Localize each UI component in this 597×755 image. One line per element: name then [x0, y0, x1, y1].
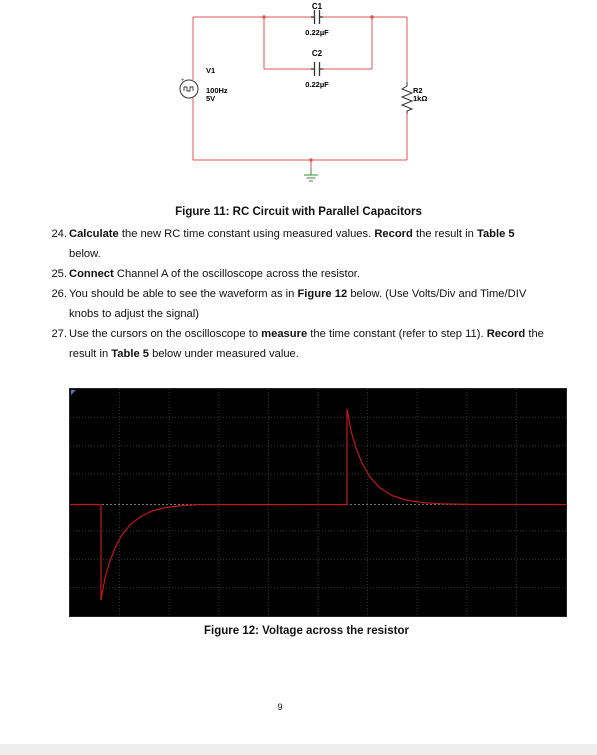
step-number: 27.: [51, 328, 67, 340]
step-text: Calculate the new RC time constant using measured values. Record the result in Table 5 below.: [69, 228, 515, 260]
figure-12-caption: Figure 12: Voltage across the resistor: [204, 625, 409, 637]
rc-circuit-schematic: [0, 0, 597, 190]
step-26: [0, 284, 597, 324]
ground-symbol: [304, 168, 318, 181]
step-number: 26.: [51, 288, 67, 300]
r2-value: 1kΩ: [413, 94, 428, 103]
step-27: [0, 324, 597, 364]
capacitor-c2-symbol: [311, 62, 323, 76]
capacitor-c1-symbol: [311, 10, 323, 24]
step-number: 25.: [51, 268, 67, 280]
step-25: [0, 264, 597, 284]
c2-value: 0.22µF: [305, 80, 329, 89]
step-text: Connect Channel A of the oscilloscope across the resistor.: [69, 268, 361, 280]
c1-value: 0.22µF: [305, 28, 329, 37]
step-number: 24.: [51, 228, 67, 240]
v1-frequency: 100Hz: [206, 86, 228, 95]
page-bottom-bar: [0, 744, 597, 755]
resistor-r2-symbol: [402, 82, 412, 114]
c1-label: C1: [311, 2, 323, 11]
r2-label: R2: [413, 86, 423, 95]
page-number: 9: [277, 702, 283, 712]
oscilloscope-display: [69, 388, 567, 617]
voltage-source-v1-symbol: [180, 78, 198, 98]
v1-amplitude: 5V: [206, 94, 216, 103]
v1-label: V1: [206, 66, 216, 75]
svg-text:+: +: [181, 78, 185, 84]
figure-11-caption: Figure 11: RC Circuit with Parallel Capacitors: [175, 206, 422, 218]
oscilloscope-waveform: [70, 389, 566, 616]
step-text: You should be able to see the waveform as in Figure 12 below. (Use Volts/Div and Time/DIV knobs to adjust the signal): [69, 288, 527, 320]
step-24: [0, 224, 597, 264]
instruction-steps: [0, 224, 597, 364]
c2-label: C2: [311, 49, 323, 58]
step-text: Use the cursors on the oscilloscope to measure the time constant (refer to step 11). Record the result in Table 5 below under measured value.: [69, 328, 544, 360]
